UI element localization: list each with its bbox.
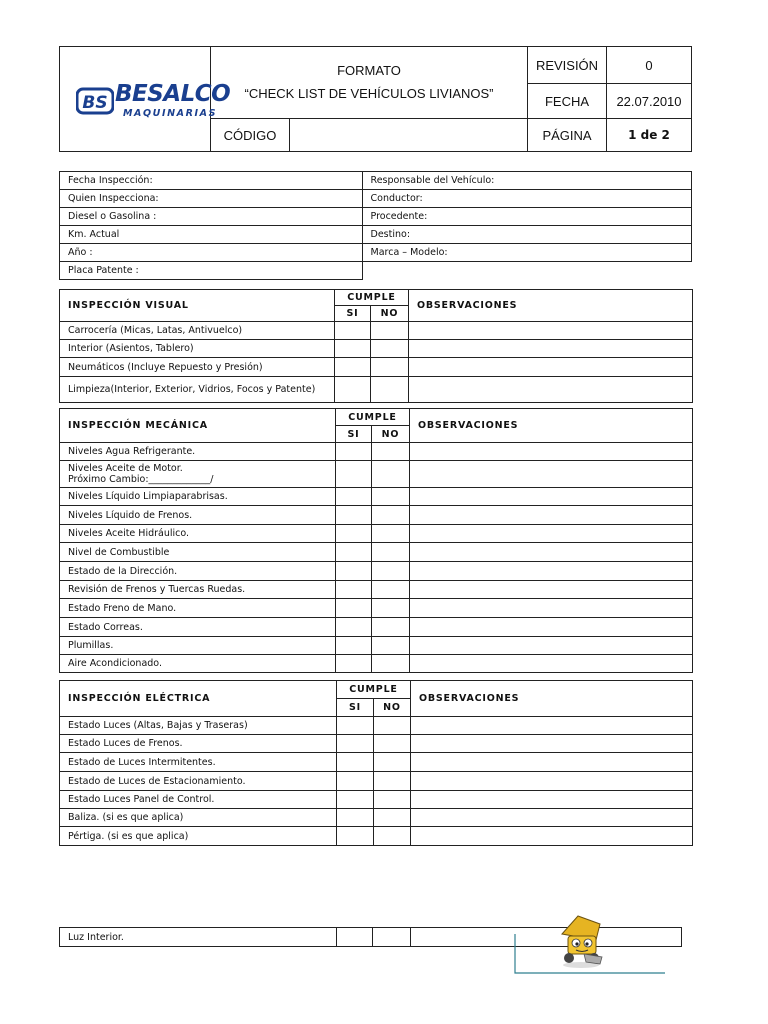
no-header: NO [372, 426, 410, 443]
formato-label: FORMATO [211, 47, 528, 84]
besalco-logo [60, 48, 231, 150]
si-cell[interactable] [337, 753, 374, 772]
revision-value: 0 [607, 47, 692, 84]
placa-patente-field[interactable]: Placa Patente : [60, 262, 363, 280]
fecha-inspeccion-field[interactable]: Fecha Inspección: [60, 172, 363, 190]
observation-cell[interactable] [411, 735, 693, 753]
proximo-cambio-field[interactable]: Próximo Cambio:_____________/ [68, 474, 214, 485]
si-header: SI [337, 699, 374, 717]
observation-cell[interactable] [410, 525, 693, 543]
no-cell[interactable] [371, 340, 409, 358]
observaciones-header: OBSERVACIONES [410, 409, 693, 443]
check-item [60, 461, 336, 488]
revision-label: REVISIÓN [528, 47, 607, 84]
si-cell[interactable] [337, 928, 373, 947]
si-cell[interactable] [335, 358, 371, 377]
quien-inspecciona-field[interactable]: Quien Inspecciona: [60, 190, 363, 208]
si-cell[interactable] [336, 562, 372, 581]
no-header: NO [374, 699, 411, 717]
codigo-value[interactable] [290, 119, 528, 152]
logo-subtitle: MAQUINARIAS [123, 108, 218, 119]
si-header: SI [336, 426, 372, 443]
check-item: Luz Interior. [60, 928, 337, 947]
visual-section-title: INSPECCIÓN VISUAL [60, 290, 335, 322]
check-item: Interior (Asientos, Tablero) [60, 340, 335, 358]
observation-cell[interactable] [410, 461, 693, 488]
conductor-field[interactable]: Conductor: [362, 190, 691, 208]
observation-cell[interactable] [409, 377, 693, 403]
logo-cell [60, 47, 231, 152]
si-cell[interactable] [336, 599, 372, 618]
check-item: Estado de Luces Intermitentes. [60, 753, 337, 772]
si-cell[interactable] [336, 461, 372, 488]
destino-field[interactable]: Destino: [362, 226, 691, 244]
no-cell[interactable] [374, 772, 411, 791]
document-header [59, 46, 692, 152]
cumple-header: CUMPLE [337, 681, 411, 699]
codigo-label: CÓDIGO [211, 119, 290, 152]
check-item: Estado Luces de Frenos. [60, 735, 337, 753]
pagina-label: PÁGINA [528, 119, 607, 152]
no-cell[interactable] [374, 735, 411, 753]
observation-cell[interactable] [410, 443, 693, 461]
no-cell[interactable] [372, 618, 410, 637]
mechanical-inspection-table [59, 408, 693, 673]
observation-cell[interactable] [410, 581, 693, 599]
no-cell[interactable] [372, 562, 410, 581]
no-cell[interactable] [372, 525, 410, 543]
si-cell[interactable] [336, 543, 372, 562]
si-cell[interactable] [336, 525, 372, 543]
no-cell[interactable] [372, 655, 410, 673]
no-cell[interactable] [372, 599, 410, 618]
si-cell[interactable] [336, 655, 372, 673]
no-cell[interactable] [372, 581, 410, 599]
no-cell[interactable] [374, 827, 411, 846]
observation-cell[interactable] [410, 488, 693, 506]
observation-cell[interactable] [410, 562, 693, 581]
si-cell[interactable] [337, 809, 374, 827]
check-item: Niveles Agua Refrigerante. [60, 443, 336, 461]
vehicle-info-table [59, 171, 692, 280]
check-item: Nivel de Combustible [60, 543, 336, 562]
check-item: Estado Freno de Mano. [60, 599, 336, 618]
no-cell[interactable] [374, 717, 411, 735]
pagina-value: 1 de 2 [607, 119, 692, 152]
si-cell[interactable] [336, 488, 372, 506]
no-cell[interactable] [374, 809, 411, 827]
no-cell[interactable] [372, 506, 410, 525]
check-item: Limpieza(Interior, Exterior, Vidrios, Focos y Patente) [60, 377, 335, 403]
si-cell[interactable] [335, 340, 371, 358]
no-cell[interactable] [373, 928, 411, 947]
si-cell[interactable] [337, 772, 374, 791]
marca-modelo-field[interactable]: Marca – Modelo: [362, 244, 691, 262]
observation-cell[interactable] [410, 618, 693, 637]
logo-wordmark: BESALCO [115, 81, 231, 107]
check-item: Pértiga. (si es que aplica) [60, 827, 337, 846]
no-cell[interactable] [374, 753, 411, 772]
observation-cell[interactable] [410, 506, 693, 525]
observation-cell[interactable] [411, 827, 693, 846]
observation-cell[interactable] [411, 772, 693, 791]
si-cell[interactable] [336, 637, 372, 655]
responsable-field[interactable]: Responsable del Vehículo: [362, 172, 691, 190]
cumple-header: CUMPLE [335, 290, 409, 306]
si-header: SI [335, 306, 371, 322]
besalco-mark-icon [76, 86, 114, 116]
anio-field[interactable]: Año : [60, 244, 363, 262]
observation-cell[interactable] [409, 358, 693, 377]
check-item: Carrocería (Micas, Latas, Antivuelco) [60, 322, 335, 340]
observation-cell[interactable] [411, 809, 693, 827]
si-cell[interactable] [336, 506, 372, 525]
observaciones-header: OBSERVACIONES [409, 290, 693, 322]
visual-inspection-table [59, 289, 693, 403]
no-cell[interactable] [374, 791, 411, 809]
no-cell[interactable] [372, 443, 410, 461]
check-item: Niveles Líquido Limpiaparabrisas. [60, 488, 336, 506]
no-cell[interactable] [372, 543, 410, 562]
observaciones-header: OBSERVACIONES [411, 681, 693, 717]
observation-cell[interactable] [410, 637, 693, 655]
check-item: Plumillas. [60, 637, 336, 655]
electrical-inspection-table [59, 680, 693, 846]
observation-cell[interactable] [410, 543, 693, 562]
procedente-field[interactable]: Procedente: [362, 208, 691, 226]
si-cell[interactable] [335, 322, 371, 340]
si-cell[interactable] [337, 735, 374, 753]
check-item: Aire Acondicionado. [60, 655, 336, 673]
si-cell[interactable] [337, 827, 374, 846]
no-cell[interactable] [371, 322, 409, 340]
si-cell[interactable] [337, 717, 374, 735]
check-item: Revisión de Frenos y Tuercas Ruedas. [60, 581, 336, 599]
check-item: Estado Correas. [60, 618, 336, 637]
no-header: NO [371, 306, 409, 322]
check-item: Estado Luces (Altas, Bajas y Traseras) [60, 717, 337, 735]
observation-cell[interactable] [409, 322, 693, 340]
no-cell[interactable] [372, 488, 410, 506]
fecha-label: FECHA [528, 84, 607, 119]
check-item: Estado Luces Panel de Control. [60, 791, 337, 809]
electrica-section-title: INSPECCIÓN ELÉCTRICA [60, 681, 337, 717]
observation-cell[interactable] [410, 655, 693, 673]
mecanica-section-title: INSPECCIÓN MECÁNICA [60, 409, 336, 443]
si-cell[interactable] [336, 581, 372, 599]
no-cell[interactable] [371, 377, 409, 403]
dump-truck-mascot-icon [556, 910, 606, 970]
no-cell[interactable] [371, 358, 409, 377]
observation-cell[interactable] [411, 791, 693, 809]
observation-cell[interactable] [411, 753, 693, 772]
check-item: Estado de Luces de Estacionamiento. [60, 772, 337, 791]
combustible-tipo-field[interactable]: Diesel o Gasolina : [60, 208, 363, 226]
cumple-header: CUMPLE [336, 409, 410, 426]
observation-cell[interactable] [410, 599, 693, 618]
check-item-label: Niveles Aceite de Motor. [68, 463, 183, 474]
si-cell[interactable] [335, 377, 371, 403]
si-cell[interactable] [336, 443, 372, 461]
observation-cell[interactable] [409, 340, 693, 358]
check-item: Baliza. (si es que aplica) [60, 809, 337, 827]
observation-cell[interactable] [411, 717, 693, 735]
check-item: Niveles Aceite Hidráulico. [60, 525, 336, 543]
no-cell[interactable] [372, 637, 410, 655]
no-cell[interactable] [372, 461, 410, 488]
document-title: “CHECK LIST DE VEHÍCULOS LIVIANOS” [211, 84, 528, 119]
logo-mark-text: BS [82, 93, 108, 113]
check-item: Estado de la Dirección. [60, 562, 336, 581]
check-item: Niveles Líquido de Frenos. [60, 506, 336, 525]
si-cell[interactable] [337, 791, 374, 809]
check-item: Neumáticos (Incluye Repuesto y Presión) [60, 358, 335, 377]
si-cell[interactable] [336, 618, 372, 637]
fecha-value: 22.07.2010 [607, 84, 692, 119]
km-actual-field[interactable]: Km. Actual [60, 226, 363, 244]
